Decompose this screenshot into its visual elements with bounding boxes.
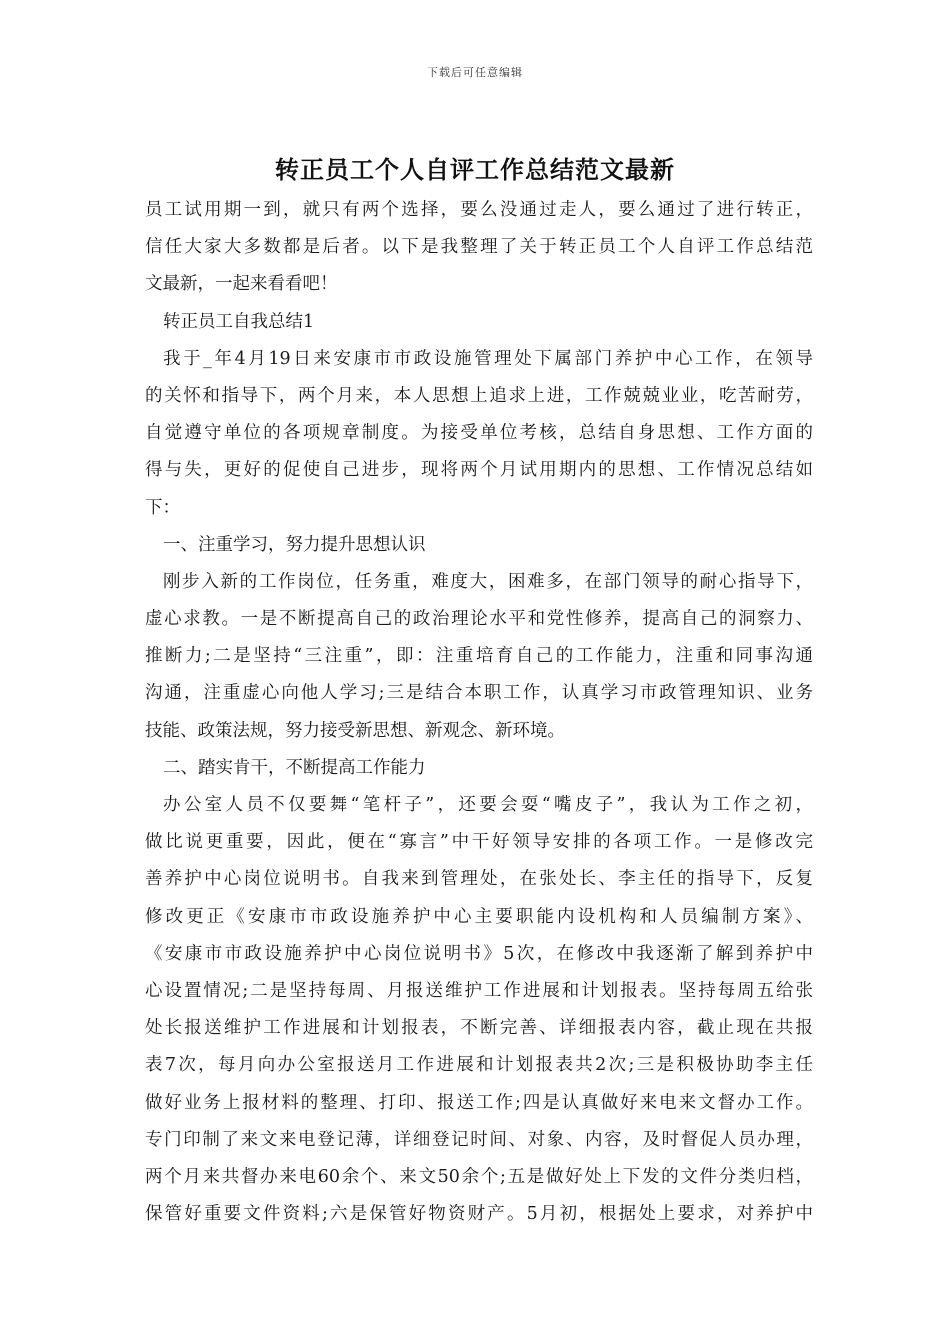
text-line: 心设置情况;二是坚持每周、月报送维护工作进展和计划报表。坚持每周五给张 [145,980,813,1001]
text-line: 技能、政策法规，努力接受新思想、新观念、新环境。 [145,720,565,741]
text-line: 刚步入新的工作岗位，任务重，难度大，困难多，在部门领导的耐心指导下， [163,571,813,592]
text-line: 两个月来共督办来电60余个、来文50余个;五是做好处上下发的文件分类归档， [145,1166,813,1187]
text-line: 信任大家大多数都是后者。以下是我整理了关于转正员工个人自评工作总结范 [145,237,813,258]
document-body [145,192,813,1233]
text-line: 的关怀和指导下，两个月来，本人思想上追求上进，工作兢兢业业，吃苦耐劳， [145,385,813,406]
text-line: 修改更正《安康市市政设施养护中心主要职能内设机构和人员编制方案》、 [145,906,813,927]
text-line: 文最新，一起来看看吧！ [145,274,338,295]
text-line: 转正员工自我总结1 [163,311,315,332]
text-line: 推断力;二是坚持“三注重”，即：注重培育自己的工作能力，注重和同事沟通 [145,646,813,667]
text-line: 一、注重学习，努力提升思想认识 [163,534,426,555]
text-line: 虚心求教。一是不断提高自己的政治理论水平和党性修养，提高自己的洞察力、 [145,609,813,630]
text-line: 我于_年4月19日来安康市市政设施管理处下属部门养护中心工作，在领导 [163,348,813,369]
text-line: 专门印制了来文来电登记薄，详细登记时间、对象、内容，及时督促人员办理， [145,1129,813,1150]
text-line: 做好业务上报材料的整理、打印、报送工作;四是认真做好来电来文督办工作。 [145,1092,813,1113]
text-line: 办公室人员不仅要舞“笔杆子”，还要会耍“嘴皮子”，我认为工作之初， [163,795,813,815]
text-line: 处长报送维护工作进展和计划报表，不断完善、详细报表内容，截止现在共报 [145,1018,813,1039]
document-title: 转正员工个人自评工作总结范文最新 [275,155,675,184]
text-line: 《安康市市政设施养护中心岗位说明书》5次，在修改中我逐渐了解到养护中 [145,943,813,964]
text-line: 沟通，注重虚心向他人学习;三是结合本职工作，认真学习市政管理知识、业务 [145,683,813,704]
text-line: 自觉遵守单位的各项规章制度。为接受单位考核，总结自身思想、工作方面的 [145,423,813,444]
text-line: 保管好重要文件资料;六是保管好物资财产。5月初，根据处上要求，对养护中 [145,1204,813,1225]
text-line: 二、踏实肯干，不断提高工作能力 [163,757,426,778]
text-line: 员工试用期一到，就只有两个选择，要么没通过走人，要么通过了进行转正， [145,200,813,220]
text-line: 善养护中心岗位说明书。自我来到管理处，在张处长、李主任的指导下，反复 [145,869,813,890]
text-line: 做比说更重要，因此，便在“寡言”中干好领导安排的各项工作。一是修改完 [145,832,813,853]
text-line: 表7次，每月向办公室报送月工作进展和计划报表共2次;三是积极协助李主任 [145,1055,813,1076]
header-note: 下载后可任意编辑 [427,66,523,79]
text-line: 下： [145,497,180,518]
text-line: 得与失，更好的促使自己进步，现将两个月试用期内的思想、工作情况总结如 [145,460,813,481]
